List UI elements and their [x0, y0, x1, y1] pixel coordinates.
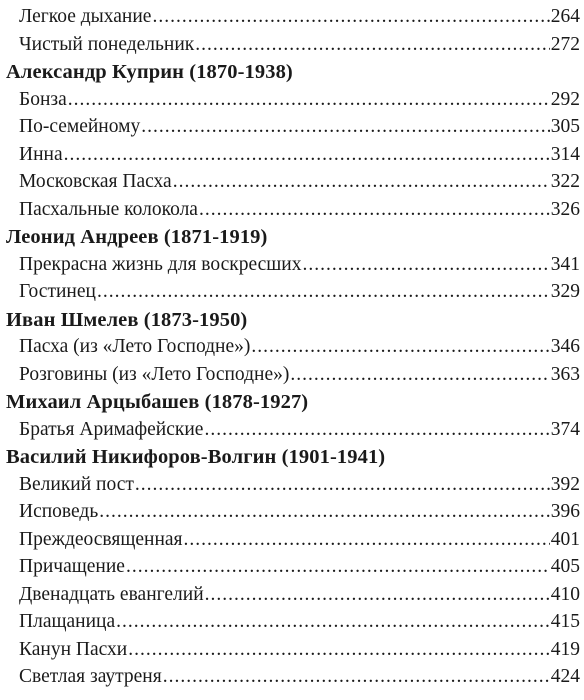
entry-title: Пасхальные колокола [19, 198, 198, 220]
dot-leader [116, 611, 550, 633]
page-number: 396 [550, 501, 580, 522]
dot-leader [290, 364, 549, 386]
toc-entry[interactable] [0, 116, 584, 143]
toc-entry[interactable] [0, 171, 584, 198]
dot-leader [141, 116, 550, 138]
page-number: 424 [550, 666, 580, 687]
author-heading: Иван Шмелев (1873-1950) [6, 308, 248, 331]
page-number: 363 [550, 363, 580, 385]
dot-leader [126, 556, 550, 578]
toc-entry[interactable] [0, 474, 584, 501]
toc-entry[interactable] [0, 254, 584, 281]
page-number: 322 [550, 171, 580, 192]
entry-title: Преждеосвященная [19, 528, 183, 550]
entry-title: Легкое дыхание [19, 6, 152, 27]
page-number: 292 [550, 88, 580, 110]
toc-entry[interactable] [0, 364, 584, 391]
entry-title: Московская Пасха [19, 171, 172, 192]
entry-title: Прекрасна жизнь для воскресших [19, 253, 302, 275]
page-number: 392 [550, 473, 580, 495]
toc-entry[interactable] [0, 666, 584, 693]
toc-entry[interactable] [0, 34, 584, 61]
dot-leader [195, 34, 549, 56]
page-number: 415 [550, 611, 580, 632]
entry-title: Инна [19, 143, 63, 165]
page-number: 305 [550, 116, 580, 137]
author-heading: Александр Куприн (1870-1938) [6, 61, 293, 83]
page-number: 264 [550, 6, 580, 27]
dot-leader [205, 584, 550, 606]
toc-entry[interactable] [0, 199, 584, 226]
dot-leader [68, 89, 550, 111]
toc-entry[interactable] [0, 144, 584, 171]
page-number: 329 [550, 281, 580, 302]
dot-leader [64, 144, 550, 166]
dot-leader [152, 6, 549, 28]
toc-entry[interactable] [0, 584, 584, 611]
toc-entry[interactable] [0, 611, 584, 638]
entry-title: Двенадцать евангелий [19, 583, 204, 605]
entry-title: Причащение [19, 556, 125, 577]
entry-title: Чистый понедельник [19, 33, 195, 55]
page-number: 326 [550, 198, 580, 220]
dot-leader [199, 199, 550, 221]
page-number: 374 [550, 418, 580, 440]
toc-entry[interactable] [0, 556, 584, 583]
page-number: 419 [550, 638, 580, 660]
dot-leader [184, 529, 550, 551]
dot-leader [97, 281, 550, 303]
page-number: 314 [550, 143, 580, 165]
page-number: 272 [550, 33, 580, 55]
page-number: 405 [550, 556, 580, 577]
author-heading: Леонид Андреев (1871-1919) [6, 226, 268, 248]
dot-leader [135, 474, 550, 496]
dot-leader [251, 336, 549, 358]
toc-entry[interactable] [0, 336, 584, 363]
page-number: 341 [550, 253, 580, 275]
toc-entry[interactable] [0, 639, 584, 666]
page-number: 410 [550, 583, 580, 605]
entry-title: Розговины (из «Лето Господне») [19, 363, 290, 385]
entry-title: Исповедь [19, 501, 99, 522]
entry-title: Бонза [19, 88, 67, 110]
toc-entry[interactable] [0, 6, 584, 33]
toc-entry[interactable] [0, 529, 584, 556]
author-heading: Василий Никифоров-Волгин (1901-1941) [6, 446, 386, 468]
toc-entry[interactable] [0, 89, 584, 116]
toc-entry[interactable] [0, 419, 584, 446]
dot-leader [302, 254, 549, 276]
author-heading: Михаил Арцыбашев (1878-1927) [6, 391, 309, 413]
entry-title: Канун Пасхи [19, 638, 128, 660]
dot-leader [128, 639, 550, 661]
dot-leader [163, 666, 550, 688]
entry-title: По-семейному [19, 116, 141, 137]
dot-leader [204, 419, 549, 441]
entry-title: Пасха (из «Лето Господне») [19, 336, 251, 357]
dot-leader [99, 501, 550, 523]
entry-title: Братья Аримафейские [19, 418, 204, 440]
entry-title: Великий пост [19, 473, 134, 495]
toc-entry[interactable] [0, 281, 584, 308]
dot-leader [173, 171, 550, 193]
entry-title: Плащаница [19, 611, 116, 632]
entry-title: Гостинец [19, 281, 96, 302]
entry-title: Светлая заутреня [19, 666, 162, 687]
page-number: 401 [550, 528, 580, 550]
page-number: 346 [550, 336, 580, 357]
toc-entry[interactable] [0, 501, 584, 528]
